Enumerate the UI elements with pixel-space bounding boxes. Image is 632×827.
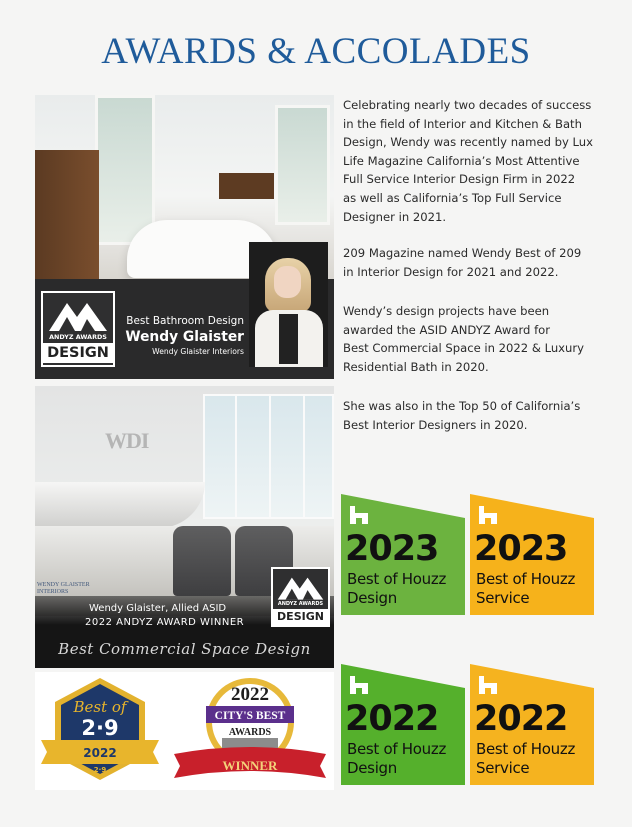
houzz-year: 2023: [345, 529, 439, 569]
houzz-logo-icon: [479, 676, 497, 694]
houzz-year: 2022: [474, 699, 568, 739]
houzz-title: Best of Houzz: [347, 570, 447, 588]
houzz-category: Service: [476, 759, 530, 777]
houzz-year: 2023: [474, 529, 568, 569]
houzz-year: 2022: [345, 699, 439, 739]
andyz-logo-icon: [273, 572, 328, 602]
text-line: Celebrating nearly two decades of success: [343, 98, 592, 112]
local-awards-panel: [35, 672, 334, 790]
lobby-window: [203, 394, 334, 519]
andyz-award-badge: [271, 567, 330, 627]
award-title: 2022 ANDYZ AWARD WINNER: [85, 617, 245, 628]
houzz-logo-icon: [479, 506, 497, 524]
text-line: Best Commercial Space in 2022 & Luxury: [343, 341, 585, 356]
text-line: Life Magazine California’s Most Attentive: [343, 153, 580, 168]
houzz-category: Service: [476, 589, 530, 607]
text-line: as well as California’s Top Full Service: [343, 190, 562, 205]
window-shape: [95, 95, 155, 245]
badge-number-text: 2·9: [81, 716, 119, 740]
citys-best-badge: [170, 672, 334, 790]
bathroom-award-card: [35, 95, 334, 379]
reception-desk-shape: [35, 482, 205, 528]
text-line: Designer in 2021.: [343, 209, 447, 224]
designer-portrait: [249, 242, 328, 367]
text-line: Residential Bath in 2020.: [343, 359, 489, 374]
citys-best-year: 2022: [231, 684, 269, 705]
text-line: Best Interior Designers in 2020.: [343, 417, 528, 432]
badge-year-text: 2022: [83, 746, 117, 760]
andyz-design-label: DESIGN: [273, 609, 328, 625]
wall-logo: WDI: [105, 428, 149, 453]
company-name: Wendy Glaister Interiors: [152, 347, 244, 356]
andyz-logo-icon: [43, 297, 113, 333]
badge-best-of-text: Best of: [73, 698, 127, 716]
text-line: She was also in the Top 50 of California’s: [343, 399, 581, 413]
portrait-face-shape: [274, 266, 301, 298]
houzz-badge-2022-service: [470, 664, 594, 785]
text-line: Wendy’s design projects have been: [343, 304, 550, 318]
chair-shape: [173, 526, 231, 596]
citys-best-ribbon-text: WINNER: [222, 758, 278, 773]
top50-paragraph: [343, 397, 599, 434]
window-shape: [275, 105, 330, 225]
designer-name: Wendy Glaister: [125, 329, 244, 345]
houzz-title: Best of Houzz: [476, 740, 576, 758]
commercial-award-card: [35, 386, 334, 668]
houzz-title: Best of Houzz: [347, 740, 447, 758]
page-title: AWARDS & ACCOLADES: [101, 31, 531, 72]
andyz-design-label: DESIGN: [43, 343, 113, 363]
vanity-cabinet-shape: [219, 173, 274, 199]
text-line: awarded the ASID ANDYZ Award for: [343, 322, 551, 337]
best-of-209-badge: [35, 672, 165, 790]
text-line: Full Service Interior Design Firm in 2022: [343, 172, 576, 187]
houzz-badge-2023-design: [341, 494, 465, 615]
award-category-script: Best Commercial Space Design: [58, 640, 311, 658]
houzz-category: Design: [347, 589, 397, 607]
text-line: in Interior Design for 2021 and 2022.: [343, 264, 559, 279]
citys-best-title: CITY'S BEST: [214, 710, 286, 722]
bath-caption: [118, 315, 244, 356]
andyz-label: ANDYZ AWARDS: [49, 333, 107, 341]
houzz-logo-icon: [350, 676, 368, 694]
andyz-award-badge: [41, 291, 115, 367]
houzz-category: Design: [347, 759, 397, 777]
magazine-paragraph: [343, 244, 599, 281]
text-line: in the field of Interior and Kitchen & Bath: [343, 116, 582, 131]
andyz-label: ANDYZ AWARDS: [277, 601, 324, 607]
text-line: 209 Magazine named Wendy Best of 209: [343, 246, 582, 260]
houzz-logo-icon: [350, 506, 368, 524]
intro-paragraph: [343, 96, 599, 226]
houzz-badge-2022-design: [341, 664, 465, 785]
citys-best-awards: AWARDS: [228, 727, 272, 738]
vanity-cabinet-shape: [35, 150, 99, 290]
award-category: Best Bathroom Design: [126, 315, 244, 327]
badge-sub-text: 2·9: [93, 766, 107, 774]
company-watermark: WENDY GLAISTER INTERIORS: [37, 582, 90, 595]
designer-name: Wendy Glaister, Allied ASID: [89, 603, 227, 614]
asid-paragraph: [343, 302, 599, 376]
houzz-badge-2023-service: [470, 494, 594, 615]
portrait-top-shape: [279, 314, 298, 364]
text-line: Design, Wendy was recently named by Lux: [343, 135, 593, 150]
houzz-title: Best of Houzz: [476, 570, 576, 588]
